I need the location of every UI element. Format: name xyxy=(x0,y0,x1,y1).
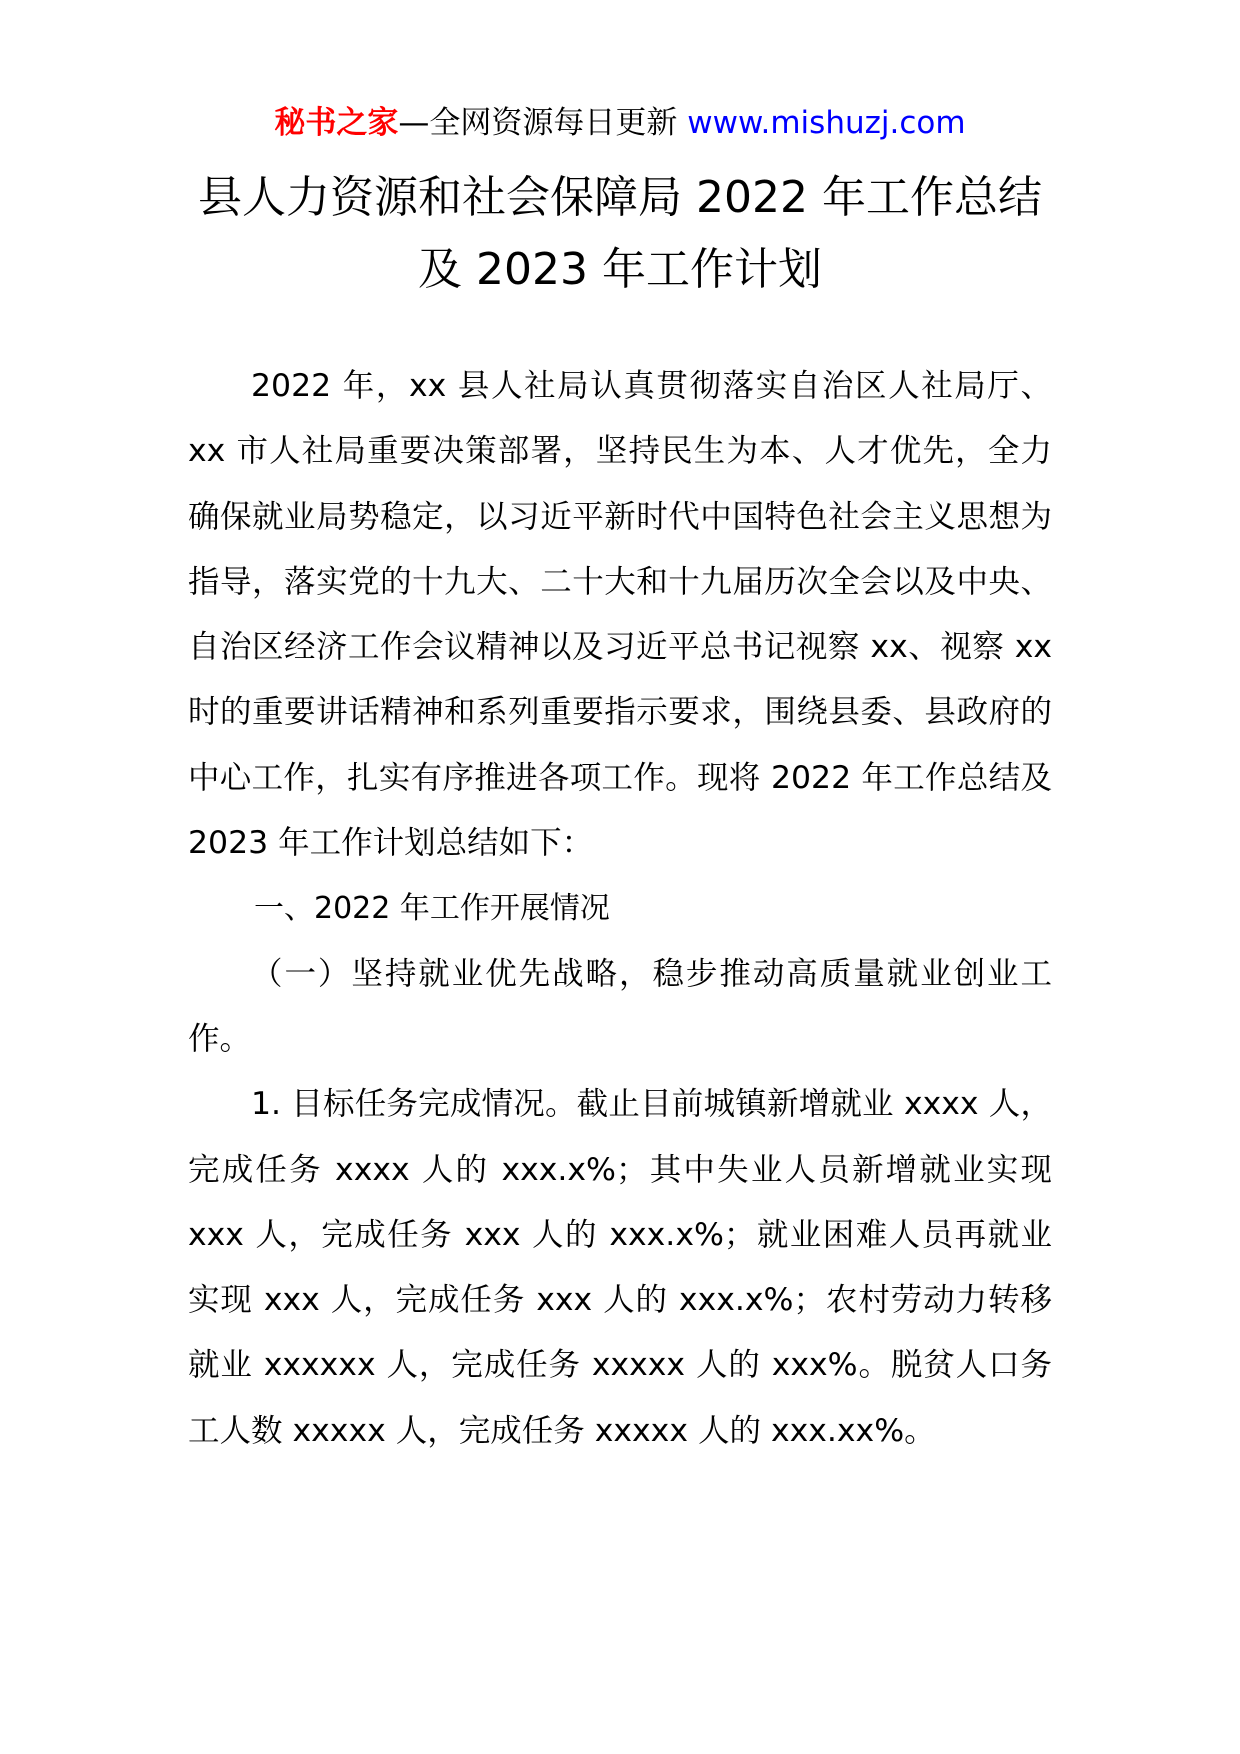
document-body xyxy=(188,354,1052,1464)
watermark-url[interactable]: www.mishuzj.com xyxy=(687,105,966,141)
intro-paragraph: 2022 年，xx 县人社局认真贯彻落实自治区人社局厅、xx 市人社局重要决策部署，坚持民生为本、人才优先，全力确保就业局势稳定，以习近平新时代中国特色社会主义思想为指导，落实党的十九大、二十大和十九届历次全会以及中央、自治区经济工作会议精神以及习近平总书记视察 xx、视察 xx 时的重要讲话精神和系列重要指示要求，围绕县委、县政府的中心工作，扎实有序推进各项工作。现将 2022 年工作总结及 2023 年工作计划总结如下： xyxy=(188,368,1052,862)
document-title-line-1: 县人力资源和社会保障局 2022 年工作总结 xyxy=(198,172,1042,223)
watermark-header xyxy=(0,101,1240,145)
section-heading: 一、2022 年工作开展情况 xyxy=(254,891,610,927)
document-title-line-2: 及 2023 年工作计划 xyxy=(418,244,822,295)
watermark-slogan: —全网资源每日更新 xyxy=(398,105,688,141)
subsection-heading: （一）坚持就业优先战略，稳步推动高质量就业创业工作。 xyxy=(188,955,1052,1057)
document-title xyxy=(130,162,1110,306)
watermark-brand: 秘书之家 xyxy=(274,105,399,141)
item-paragraph: 1. 目标任务完成情况。截止目前城镇新增就业 xxxx 人，完成任务 xxxx 人的 xxx.x%；其中失业人员新增就业实现 xxx 人，完成任务 xxx 人的 xxx.x%；就业困难人员再就业实现 xxx 人，完成任务 xxx 人的 xxx.x%；农村劳动力转移就业 xxxxxx 人，完成任务 xxxxx 人的 xxx%。脱贫人口务工人数 xxxxx 人，完成任务 xxxxx 人的 xxx.xx%。 xyxy=(188,1086,1052,1449)
